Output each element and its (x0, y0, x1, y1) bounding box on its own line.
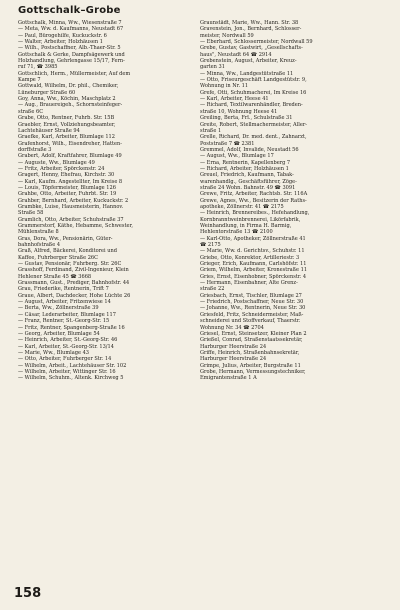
directory-entry-line: Emigrantenstraße 1 A (200, 375, 257, 382)
directory-entry-line: Gottschalk & Gerke, Dampfsägewerk und (18, 51, 125, 58)
directory-entry-line: Graue, Albert, Dachdecker, Hohe Lüchte 26 (18, 292, 131, 299)
directory-entry-line: Griffe, Heinrich, Straßenbahnsekretär, (200, 349, 300, 356)
directory-entry-line: — Gustav, Pensionär, Fuhrberg. Str. 26C (18, 261, 122, 268)
directory-entry-line: Gottwald, Wilhelm, Dr. phil., Chemiker, (18, 83, 119, 90)
directory-entry-line: — Auguste, Ww., Blumlage 49 (18, 159, 95, 166)
directory-entry-line: warenhandlg., Geschäftsführer, Zöge- (200, 178, 297, 185)
directory-entry-line: Griesbach, Ernst, Tischler, Blumlage 27 (200, 292, 302, 299)
page-header: Gottschalk–Grobe (18, 5, 121, 16)
directory-entry-line: — August, Arbeiter, Fritzenwiese 14 (18, 299, 111, 306)
directory-entry-line: Grefe, Otti, Schuhmacherei, Im Kreise 16 (200, 89, 307, 96)
directory-entry-line: Harburger Heerstraße 24 (200, 343, 267, 350)
directory-entry-line: ruf 71, ☎ 3985 (18, 64, 58, 71)
directory-entry-line: Hehlener Straße 45 ☎ 3668 (18, 273, 92, 280)
directory-entry-line: Graefke, Karl, Arbeiter, Blumlage 112 (18, 134, 115, 141)
directory-entry-line: Griem, Wilhelm, Arbeiter, Kronestraße 11 (200, 267, 308, 274)
directory-entry-line: — Heinrich, Arbeiter, St.-Georg-Str. 46 (18, 337, 118, 344)
directory-entry-line: Grafenhorst, Wilh., Eisendreher, Hatten- (18, 140, 122, 147)
directory-entry-line: Straße 58 (18, 210, 44, 217)
directory-entry-line: — Berta, Ww., Zöllnerstraße 39 (18, 305, 99, 312)
directory-entry-line: Poststraße 7 ☎ 2381 (200, 140, 255, 147)
directory-entry-line: Graunstädt, Marie, Ww., Hann. Str. 38 (200, 20, 299, 26)
directory-entry-line: — Heinrich, Brennereibes., Hefehandlung, (200, 210, 310, 217)
directory-entry-line: Gremmel, Adolf, Invalide, Neustadt 56 (200, 146, 299, 153)
directory-entry-line: — Minna, Ww., Landgestütstraße 11 (200, 70, 294, 77)
directory-entry-line: Gottschlich, Herm., Müllermeister, Auf dem (18, 70, 131, 77)
directory-entry-line: Wohnung in Nr. 11 (200, 83, 249, 90)
directory-entry-line: bahnhofstraße 4 (18, 242, 61, 249)
directory-entry-line: — Otto, Arbeiter, Fuhrberger Str. 14 (18, 356, 112, 363)
directory-entry-line: — Otto, Friseurgeschäft Landgestütstr. 9, (200, 77, 307, 84)
directory-entry-line: — Marie, Ww. d. Gerichtsv., Schuhstr. 11 (200, 248, 305, 255)
directory-entry-line: Kaffee, Fuhrberger Straße 26C (18, 254, 98, 261)
directory-entry-line: — Friedrich, Postschaffner, Neue Str. 30 (200, 299, 304, 306)
directory-entry-line: Gottschalk, Minna, Ww., Wiesenstraße 7 (18, 20, 122, 26)
directory-entry-line: Grabert, Adolf, Kraftfahrer, Blumlage 49 (18, 153, 122, 160)
directory-entry-line: garten 31 (200, 64, 225, 71)
directory-entry-line: ☎ 2175 (200, 242, 221, 249)
directory-entry-line: Griebe, Otto, Konrektor, Artilleriestr. 3 (200, 254, 300, 261)
directory-entry-line: straße 1 (200, 127, 222, 134)
directory-entry-line: schneiderei und Stoffverkauf, Thaerstr. (200, 318, 301, 325)
directory-entry-line: Gras, Dora, Ww., Pensionärin, Güter- (18, 235, 113, 242)
directory-entry-line: Gries, Ernst, Eisenhobner, Spörckenstr. 4 (200, 273, 307, 280)
directory-entry-line: Grieger, Erich, Kaufmann, Carlshöfstr. 11 (200, 261, 307, 268)
directory-entry-line: — Wilh., Postschaffner, Alb.-Thaer-Str. 5 (18, 45, 121, 52)
directory-entry-line: Holzhandlung, Gehrlengasse 15/17, Fern- (18, 58, 125, 65)
directory-entry-line: — Karl, Arbeiter, Heese 41 (200, 96, 269, 103)
directory-entry-line: — Paul, Bürogehilfe, Kuckuckstr. 6 (18, 32, 107, 39)
directory-entry-line: Greite, Robert, Stellmachermeister, Aller- (200, 121, 307, 128)
directory-entry-line: — Karl-Otto, Apotheker, Zöllnerstraße 41 (200, 235, 306, 242)
directory-entry-line: — Marie, Ww., Blumlage 43 (18, 349, 89, 356)
directory-entry-line: Grebenstein, August, Arbeiter, Kreuz- (200, 58, 297, 65)
directory-entry-line: — Fritz, Rentner, Spangenberg-Straße 16 (18, 324, 125, 331)
directory-entry-line: — Meta, Ww. d. Kaufmanns, Neustadt 67 (18, 26, 124, 33)
directory-entry-line: Gravenstein, Jon., Bernhard, Schlosser- (200, 26, 302, 33)
directory-entry-line: — Walter, Arbeiter, Holzhäusen 1 (18, 39, 103, 46)
directory-entry-line: Graebler, Ernst, Vollziehungsbeamter, (18, 121, 116, 128)
directory-entry-line: — Aug., Brauereigeh., Schornsteinfeger- (18, 102, 123, 109)
directory-entry-line: — Richard, Textilwarenhändler, Breden- (200, 102, 303, 109)
directory-entry-line: Grobe, Hermann, Vermessungstechniker, (200, 368, 306, 375)
directory-entry-line: — Fritz, Arbeiter, Spörckenstr. 24 (18, 165, 105, 172)
left-column (18, 20, 194, 382)
directory-entry-line: — Eberhard, Schlossermeister, Nordwall 59 (200, 39, 313, 46)
directory-entry-line: Gramlich, Otto, Arbeiter, Schuhstraße 37 (18, 216, 124, 223)
directory-entry-line: Grassmann, Gust., Prediger, Bahnhofstr. 44 (18, 280, 130, 287)
directory-entry-line: — Wilhelm, Schuhm., Altenk. Kirchweg 5 (18, 375, 124, 382)
directory-entry-line: Grahber, Bernhard, Arbeiter, Kuckuckstr. 2 (18, 197, 129, 204)
directory-entry-line: Kornbranntweinbrennerei, Likörfabrik, (200, 216, 301, 223)
directory-entry-line: — Johanne, Ww., Rentnerin, Neue Str. 30 (200, 305, 306, 312)
directory-entry-line: dorffstraße 3 (18, 146, 52, 153)
directory-entry-line: Grau, Friederike, Rentnerin, Trift 7 (18, 286, 109, 293)
directory-entry-line: Lachtehäuser Straße 94 (18, 127, 80, 134)
directory-entry-line: straße 24 Wohn. Bahnstr. 49 ☎ 3091 (200, 184, 296, 191)
directory-entry-line: Grießel, Conrad, Straßenstaatssekretär, (200, 337, 303, 344)
directory-entry-line: apotheke, Zöllnerstr. 41 ☎ 2175 (200, 203, 284, 210)
directory-entry-line: Grasshoff, Ferdinand, Zivil-Ingenieur, Klein (18, 267, 129, 274)
directory-entry-line: Harburger Heerstraße 24 (200, 356, 267, 363)
directory-entry-line: Griesfeld, Fritz, Schneidermeister, Maß- (200, 311, 304, 318)
directory-entry-line: — Wilhelm, Arbeit., Lachtehäuser Str. 102 (18, 362, 127, 369)
directory-entry-line: — Wilhelm, Arbeiter, Wittinger Str. 16 (18, 368, 116, 375)
directory-entry-line: Grammerstorf, Käthe, Hebamme, Schwester, (18, 223, 133, 229)
directory-entry-line: — Franz, Rentner, St.-Georg-Str. 15 (18, 318, 110, 325)
directory-entry-line: straße 10, Wohnung Heese 41 (200, 108, 278, 115)
directory-entry-line: haus", Neustadt 64 ☎ 2914 (200, 51, 272, 58)
directory-entry-line: Graß, Alfred, Bäckerei, Konditorei und (18, 248, 117, 255)
directory-entry-line: Gragert, Henny, Ehefrau, Kirchstr. 30 (18, 172, 115, 179)
directory-entry-line: — Hermann, Eisenbahner, Alte Grenz- (200, 280, 298, 287)
directory-entry-line: — Georg, Arbeiter, Blumlage 54 (18, 330, 100, 337)
directory-entry-line: — Richard, Arbeiter, Holzhäusen 1 (200, 165, 289, 172)
page-number: 158 (14, 586, 42, 601)
directory-entry-line: straße 6C (18, 108, 44, 115)
directory-entry-line: Grebe, Gustav, Gastwirt, „Gesellschafts- (200, 45, 303, 52)
directory-entry-line: Grewe, Agnes, Ww., Besitzerin der Raths- (200, 197, 307, 204)
directory-entry-line: meister, Nordwall 59 (200, 32, 254, 39)
directory-entry-line: — Louis, Töpfermeister, Blumlage 126 (18, 184, 116, 191)
directory-entry-line: Mühlenstraße 8 (18, 229, 59, 236)
directory-entry-line: — Erna, Rentnerin, Kapellenberg 7 (200, 159, 291, 166)
right-column (200, 20, 376, 382)
directory-entry-line: Greuel, Friedrich, Kaufmann, Tabak- (200, 172, 294, 179)
directory-entry-line: Goy, Anna, Ww., Köchin, Maschplatz 2 (18, 96, 116, 103)
directory-entry-line: Griesel, Ernst, Steinsetzer, Kleiner Plan 2 (200, 330, 307, 337)
directory-entry-line: Grambke, Luise, Hausmeisterin, Hannov. (18, 203, 124, 210)
directory-entry-line: Grewe, Fritz, Arbeiter, Rachtsb. Str. 116A (200, 191, 308, 198)
directory-entry-line: Kampe 7 (18, 77, 41, 84)
directory-entry-line: Grahbe, Otto, Arbeiter, Fuhrbt. Str. 19 (18, 191, 117, 198)
directory-entry-line: Weinhandlung, in Firma H. Barmig, (200, 223, 292, 229)
directory-entry-line: straße 22 (200, 286, 225, 293)
directory-entry-line: — Karl, Arbeiter, St.-Georg-Str. 13/14 (18, 343, 114, 350)
directory-entry-line: Grelle, Richard, Dr. med. dent., Zahnarzt, (200, 134, 307, 141)
directory-entry-line: Lüneburger Straße 60 (18, 89, 76, 96)
directory-entry-line: — Cäsar, Lederarbeiter, Blumlage 117 (18, 311, 116, 318)
directory-entry-line: Hehlentorstraße 13 ☎ 2100 (200, 229, 273, 236)
directory-entry-line: — August, Ww., Blumlage 17 (200, 153, 274, 160)
directory-entry-line: Wohnung Nr. 34 ☎ 2704 (200, 324, 264, 331)
directory-entry-line: — Karl, Kaufm. Angestellter, Im Kreise 8 (18, 178, 123, 185)
directory-entry-line: Greiling, Berta, Frl., Schulstraße 31 (200, 115, 293, 122)
directory-entry-line: Grimpe, Julius, Arbeiter, Burgstraße 11 (200, 362, 301, 369)
directory-entry-line: Grabe, Otto, Rentner, Fuhrb. Str. 15B (18, 115, 115, 122)
